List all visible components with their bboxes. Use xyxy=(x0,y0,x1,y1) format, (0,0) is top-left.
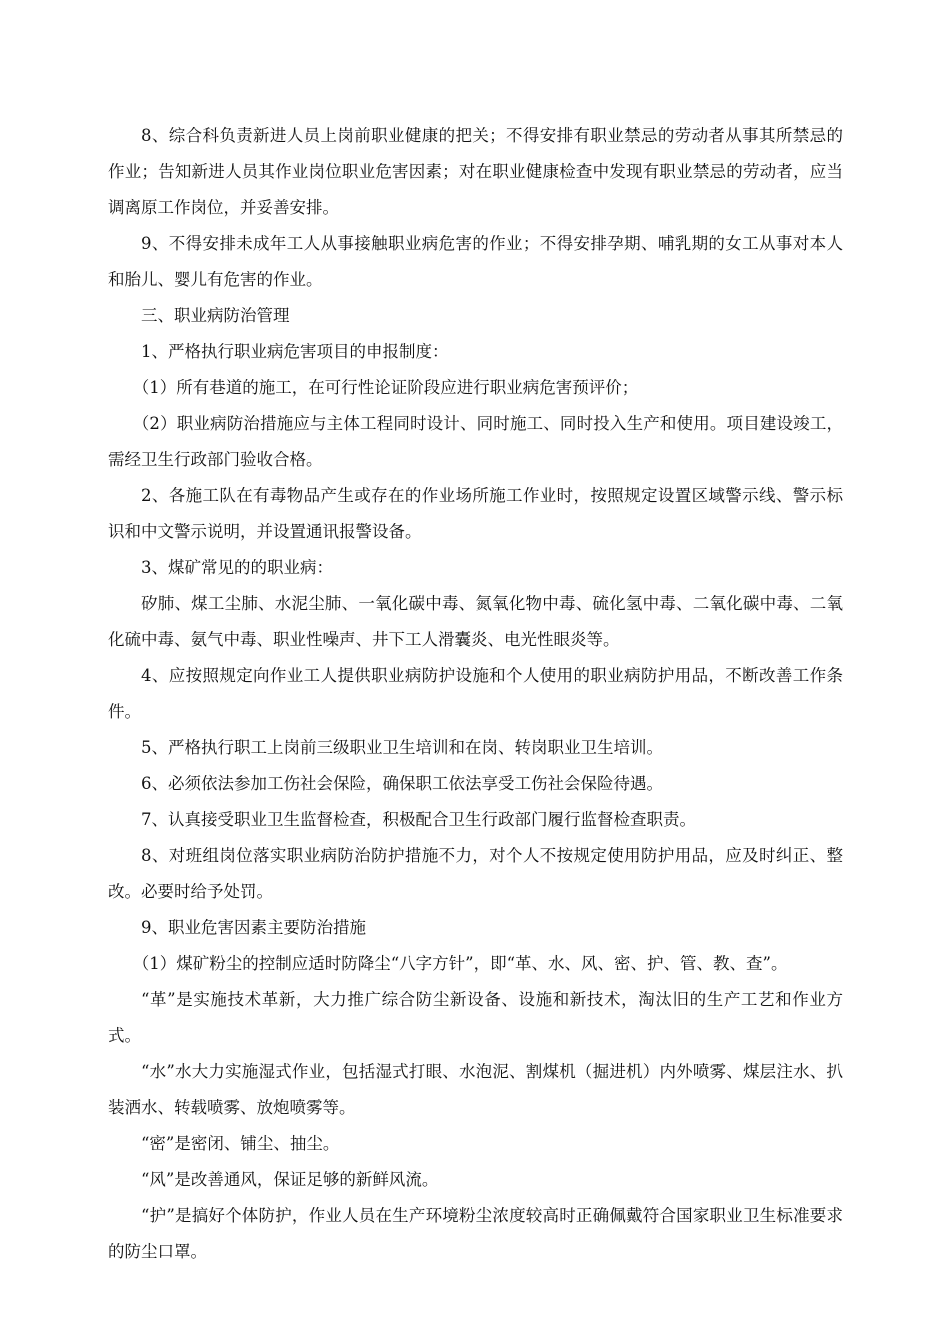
paragraph-3-common-diseases: 3、煤矿常见的的职业病： xyxy=(141,558,333,577)
paragraph-1-sub-2: （2）职业病防治措施应与主体工程同时设计、同时施工、同时投入生产和使用。项目建设竣工，需经卫生行政部门验收合格。 xyxy=(108,414,843,469)
paragraph-5-training: 5、严格执行职工上岗前三级职业卫生培训和在岗、转岗职业卫生培训。 xyxy=(141,738,663,757)
paragraph-7-supervision: 7、认真接受职业卫生监督检查，积极配合卫生行政部门履行监督检查职责。 xyxy=(141,810,696,829)
document-body xyxy=(108,118,843,1270)
paragraph-9-measures: 9、职业危害因素主要防治措施 xyxy=(141,918,366,937)
paragraph-1-declaration: 1、严格执行职业病危害项目的申报制度： xyxy=(141,342,449,361)
paragraph-6-insurance: 6、必须依法参加工伤社会保险，确保职工依法享受工伤社会保险待遇。 xyxy=(141,774,663,793)
paragraph-1-sub-1: （1）所有巷道的施工，在可行性论证阶段应进行职业病危害预评价； xyxy=(132,378,639,397)
paragraph-8-correction: 8、对班组岗位落实职业病防治防护措施不力，对个人不按规定使用防护用品，应及时纠正、整改。必要时给予处罚。 xyxy=(108,846,843,901)
paragraph-9-sub-1: （1）煤矿粉尘的控制应适时防降尘“八字方针”，即“革、水、风、密、护、管、教、查”。 xyxy=(132,954,788,973)
paragraph-ge: “革”是实施技术革新，大力推广综合防尘新设备、设施和新技术，淘汰旧的生产工艺和作业方式。 xyxy=(108,990,843,1045)
paragraph-disease-list: 矽肺、煤工尘肺、水泥尘肺、一氧化碳中毒、氮氧化物中毒、硫化氢中毒、二氧化碳中毒、二氧化硫中毒、氨气中毒、职业性噪声、井下工人滑囊炎、电光性眼炎等。 xyxy=(108,594,843,649)
paragraph-9-minors-women: 9、不得安排未成年工人从事接触职业病危害的作业；不得安排孕期、哺乳期的女工从事对本人和胎儿、婴儿有危害的作业。 xyxy=(108,234,843,289)
paragraph-hu: “护”是搞好个体防护，作业人员在生产环境粉尘浓度较高时正确佩戴符合国家职业卫生标准要求的防尘口罩。 xyxy=(108,1206,843,1261)
paragraph-4-protection: 4、应按照规定向作业工人提供职业病防护设施和个人使用的职业病防护用品，不断改善工作条件。 xyxy=(108,666,843,721)
paragraph-feng: “风”是改善通风，保证足够的新鲜风流。 xyxy=(141,1170,439,1189)
section-heading-3: 三、职业病防治管理 xyxy=(141,306,290,325)
paragraph-2-warning-signs: 2、各施工队在有毒物品产生或存在的作业场所施工作业时，按照规定设置区域警示线、警示标识和中文警示说明，并设置通讯报警设备。 xyxy=(108,486,843,541)
paragraph-shui: “水”水大力实施湿式作业，包括湿式打眼、水泡泥、割煤机（掘进机）内外喷雾、煤层注水、扒装洒水、转载喷雾、放炮喷雾等。 xyxy=(108,1062,843,1117)
paragraph-mi: “密”是密闭、铺尘、抽尘。 xyxy=(141,1134,340,1153)
paragraph-8-health-check: 8、综合科负责新进人员上岗前职业健康的把关；不得安排有职业禁忌的劳动者从事其所禁忌的作业；告知新进人员其作业岗位职业危害因素；对在职业健康检查中发现有职业禁忌的劳动者，应当调离原工作岗位，并妥善安排。 xyxy=(108,126,843,217)
